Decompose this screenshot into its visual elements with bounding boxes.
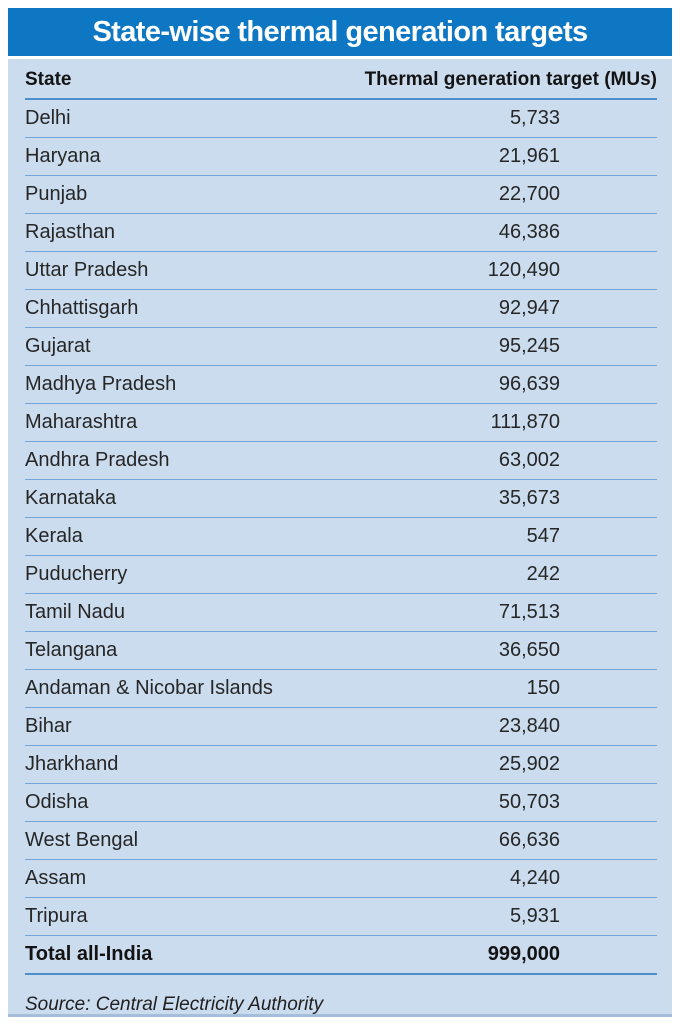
value-cell: 95,245 <box>498 335 560 357</box>
value-cell: 150 <box>526 677 560 699</box>
state-cell: Haryana <box>25 145 101 167</box>
state-cell: West Bengal <box>25 829 139 851</box>
table-row <box>25 632 657 670</box>
value-cell: 92,947 <box>498 297 560 319</box>
state-cell: Andaman & Nicobar Islands <box>25 677 273 699</box>
state-cell: Odisha <box>25 791 89 813</box>
table-row <box>25 784 657 822</box>
value-cell: 547 <box>526 525 560 547</box>
value-cell: 23,840 <box>498 715 560 737</box>
state-cell: Rajasthan <box>25 221 116 243</box>
state-cell: Bihar <box>25 715 72 737</box>
value-cell: 36,650 <box>498 639 560 661</box>
table-row <box>25 860 657 898</box>
state-cell: Tripura <box>25 905 88 927</box>
table-row <box>25 670 657 708</box>
table-row <box>25 138 657 176</box>
value-cell: 21,961 <box>498 145 560 167</box>
table-panel <box>8 59 672 1017</box>
state-cell: Karnataka <box>25 487 117 509</box>
source-credit: Source: Central Electricity Authority <box>25 994 324 1015</box>
value-cell: 66,636 <box>498 829 560 851</box>
state-cell: Andhra Pradesh <box>25 449 170 471</box>
table-row <box>25 480 657 518</box>
table-row <box>25 708 657 746</box>
value-cell: 242 <box>526 563 560 585</box>
value-cell: 4,240 <box>509 867 560 889</box>
value-cell: 71,513 <box>498 601 560 623</box>
state-cell: Assam <box>25 867 87 889</box>
state-cell: Uttar Pradesh <box>25 259 149 281</box>
value-cell: 50,703 <box>498 791 560 813</box>
table-row <box>25 176 657 214</box>
state-cell: Puducherry <box>25 563 128 585</box>
state-cell: Jharkhand <box>25 753 119 775</box>
total-label: Total all-India <box>25 943 153 965</box>
state-cell: Delhi <box>25 107 71 129</box>
table-row <box>25 404 657 442</box>
table-row <box>25 328 657 366</box>
page-title: State-wise thermal generation targets <box>92 15 588 48</box>
total-value: 999,000 <box>487 943 560 965</box>
table-row <box>25 252 657 290</box>
table-row <box>25 442 657 480</box>
table-row <box>25 746 657 784</box>
state-cell: Chhattisgarh <box>25 297 139 319</box>
value-cell: 25,902 <box>498 753 560 775</box>
state-cell: Telangana <box>25 639 118 661</box>
value-cell: 120,490 <box>487 259 560 281</box>
state-cell: Maharashtra <box>25 411 138 433</box>
value-cell: 111,870 <box>490 411 560 433</box>
value-cell: 96,639 <box>498 373 560 395</box>
table-row <box>25 556 657 594</box>
value-cell: 35,673 <box>498 487 560 509</box>
table-row <box>25 214 657 252</box>
table-row <box>25 366 657 404</box>
value-cell: 5,931 <box>509 905 560 927</box>
table-row <box>25 898 657 936</box>
table-row <box>25 594 657 632</box>
state-cell: Kerala <box>25 525 83 547</box>
value-cell: 63,002 <box>498 449 560 471</box>
table-body <box>25 100 657 936</box>
state-cell: Madhya Pradesh <box>25 373 177 395</box>
table-row <box>25 290 657 328</box>
table-row <box>25 518 657 556</box>
title-bar <box>8 8 672 56</box>
table-row <box>25 822 657 860</box>
state-cell: Tamil Nadu <box>25 601 126 623</box>
table-row <box>25 100 657 138</box>
state-cell: Gujarat <box>25 335 91 357</box>
value-cell: 46,386 <box>498 221 560 243</box>
column-header-state: State <box>25 69 72 90</box>
value-cell: 5,733 <box>509 107 560 129</box>
state-cell: Punjab <box>25 183 88 205</box>
column-header-value: Thermal generation target (MUs) <box>364 69 657 90</box>
table-total-row <box>25 936 657 975</box>
value-cell: 22,700 <box>498 183 560 205</box>
table-header-row <box>25 59 657 100</box>
